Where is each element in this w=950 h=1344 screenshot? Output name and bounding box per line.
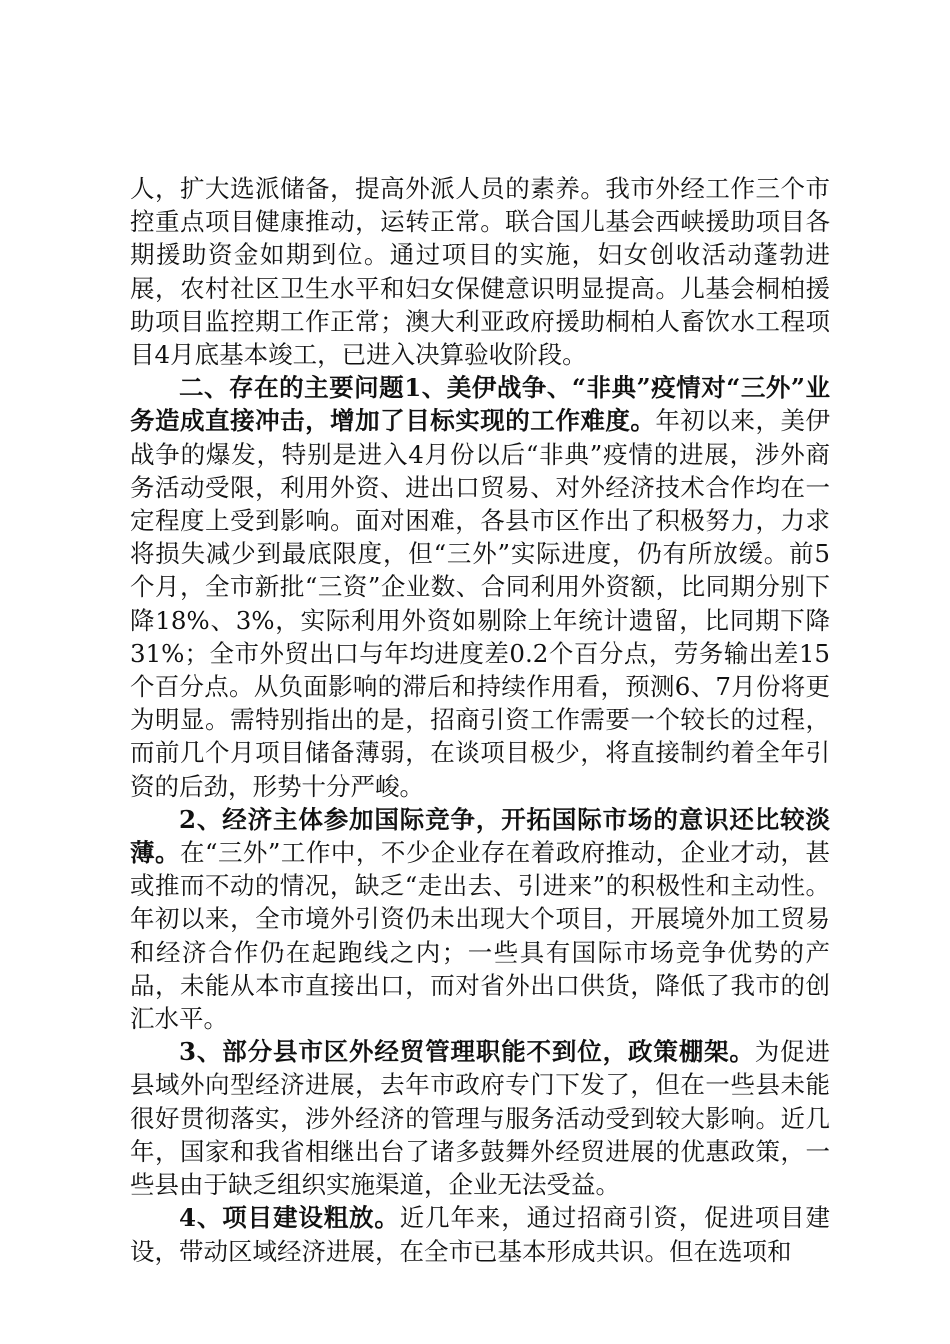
paragraph-5 bbox=[130, 1201, 830, 1267]
paragraph-1-body: 人，扩大选派储备，提高外派人员的素养。我市外经工作三个市控重点项目健康推动，运转正常。联合国儿基会西峡援助项目各期援助资金如期到位。通过项目的实施，妇女创收活动蓬勃进展，农村社区卫生水平和妇女保健意识明显提高。儿基会桐柏援助项目监控期工作正常；澳大利亚政府援助桐柏人畜饮水工程项目4月底基本竣工，已进入决算验收阶段。 bbox=[130, 174, 830, 370]
paragraph-4 bbox=[130, 1035, 830, 1201]
paragraph-3 bbox=[130, 803, 830, 1035]
paragraph-2 bbox=[130, 371, 830, 803]
paragraph-4-lead: 3、部分县市区外经贸管理职能不到位，政策棚架。 bbox=[179, 1037, 755, 1067]
paragraph-2-lead: 二、存在的主要问题1、美伊战争、“非典”疫情对“三外”业务造成直接冲击，增加了目标实现的工作难度。 bbox=[130, 373, 830, 436]
paragraph-4-body: 为促进县域外向型经济进展，去年市政府专门下发了，但在一些县未能很好贯彻落实，涉外经济的管理与服务活动受到较大影响。近几年，国家和我省相继出台了诸多鼓舞外经贸进展的优惠政策，一些县由于缺乏组织实施渠道，企业无法受益。 bbox=[130, 1037, 831, 1200]
paragraph-3-lead: 2、经济主体参加国际竞争，开拓国际市场的意识还比较淡薄。 bbox=[130, 804, 830, 868]
document-page bbox=[130, 172, 830, 1268]
paragraph-3-body: 在“三外”工作中，不少企业存在着政府推动，企业才动，甚或推而不动的情况，缺乏“走出去、引进来”的积极性和主动性。年初以来，全市境外引资仍未出现大个项目，开展境外加工贸易和经济合作仍在起跑线之内；一些具有国际市场竞争优势的产品，未能从本市直接出口，而对省外出口供货，降低了我市的创汇水平。 bbox=[130, 838, 830, 1034]
paragraph-1 bbox=[130, 172, 830, 371]
paragraph-5-body: 近几年来，通过招商引资，促进项目建设，带动区域经济进展，在全市已基本形成共识。但在选项和 bbox=[130, 1203, 831, 1266]
paragraph-5-lead: 4、项目建设粗放。 bbox=[179, 1203, 400, 1233]
paragraph-2-body: 年初以来，美伊战争的爆发，特别是进入4月份以后“非典”疫情的进展，涉外商务活动受限，利用外资、进出口贸易、对外经济技术合作均在一定程度上受到影响。面对困难，各县市区作出了积极努力，力求将损失减少到最底限度，但“三外”实际进度，仍有所放缓。前5个月，全市新批“三资”企业数、合同利用外资额，比同期分别下降18%、3%，实际利用外资如剔除上年统计遗留，比同期下降31%；全市外贸出口与年均进度差0.2个百分点，劳务输出差15个百分点。从负面影响的滞后和持续作用看，预测6、7月份将更为明显。需特别指出的是，招商引资工作需要一个较长的过程，而前几个月项目储备薄弱，在谈项目极少，将直接制约着全年引资的后劲，形势十分严峻。 bbox=[130, 406, 831, 801]
